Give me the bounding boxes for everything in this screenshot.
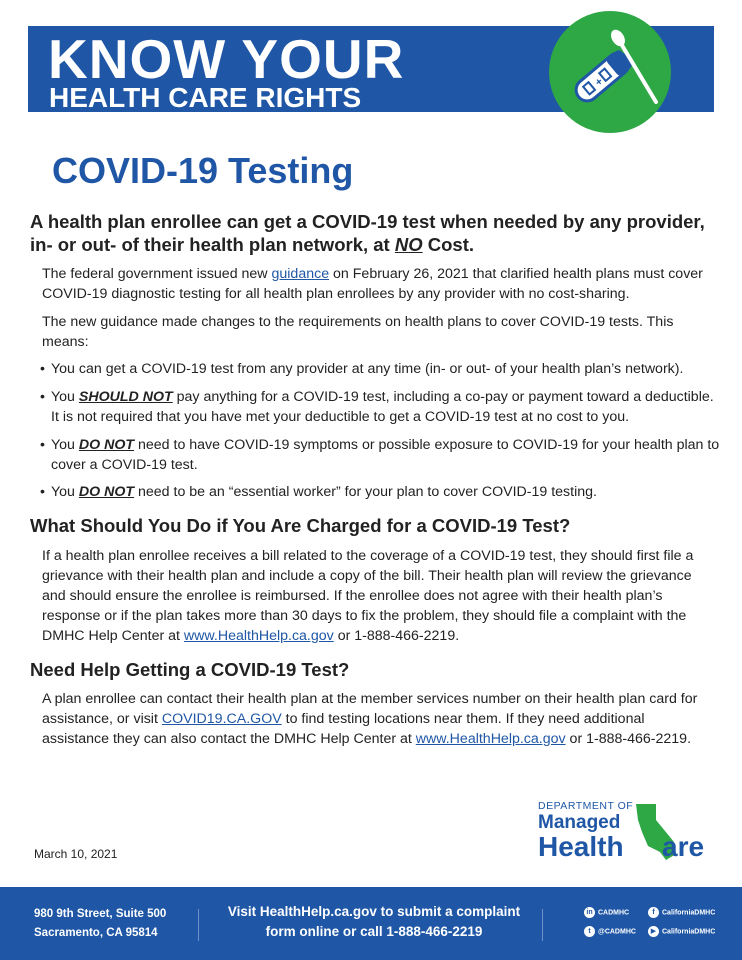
linkedin-icon: in [584, 907, 595, 918]
healthhelp-link[interactable]: www.HealthHelp.ca.gov [415, 731, 566, 747]
social-label: CaliforniaDMHC [662, 909, 716, 917]
logo-care-text: are [662, 831, 705, 862]
help-text-middle: to find testing locations near them. If they need additional assistance they can also contact the DMHC Help Center at [42, 711, 645, 747]
social-label: CADMHC [598, 909, 630, 917]
facebook-icon: f [648, 907, 659, 918]
bullet-text: You can get a COVID-19 test from any provider at any time (in- or out- of your health plan’s network). [51, 361, 684, 377]
footer-divider [198, 909, 199, 941]
banner-title-line1: KNOW YOUR [48, 28, 405, 90]
covid19-ca-gov-link[interactable]: COVID19.CA.GOV [161, 711, 282, 727]
twitter-icon: t [584, 926, 595, 937]
para1-text-end: on February 26, 2021 that clarified health plans must cover COVID-19 diagnostic testing for all health plan enrollees by any provider with no cost-sharing. [42, 266, 703, 302]
social-facebook[interactable] [648, 907, 715, 919]
logo-health-text: Health [538, 831, 624, 862]
logo-managed-text: Managed [538, 812, 621, 833]
guidance-link[interactable]: guidance [271, 266, 330, 282]
para1-text: The federal government issued new [42, 266, 272, 282]
bullet-dot: • [40, 389, 45, 405]
charged-text-end: or 1-888-466-2219. [333, 628, 460, 644]
bullet-text: You [51, 437, 79, 453]
help-text-end: or 1-888-466-2219. [565, 731, 692, 747]
social-youtube[interactable] [648, 926, 715, 938]
list-item [40, 482, 720, 502]
footer-bar [0, 887, 742, 960]
cta-line2: form online or call 1-888-466-2219 [265, 924, 483, 939]
social-linkedin[interactable] [584, 907, 629, 919]
address-line2: Sacramento, CA 95814 [34, 927, 158, 939]
social-label: @CADMHC [598, 928, 636, 936]
section-heading-help: Need Help Getting a COVID-19 Test? [30, 659, 350, 680]
dmhc-logo [530, 800, 720, 864]
lead-emphasis: NO [394, 234, 423, 255]
footer-address [34, 905, 166, 943]
bullet-emphasis: DO NOT [78, 437, 135, 453]
covid-test-swab-icon [548, 10, 672, 134]
charged-text: If a health plan enrollee receives a bill related to the coverage of a COVID-19 test, they should first file a grievance with their health plan and include a copy of the bill. Their health plan will review the grievance and should ensure the enrollee is reimbursed. If the enrollee does not agree with their health plan’s response or if the plan takes more than 30 days to fix the problem, they should file a complaint with the DMHC Help Center at [42, 548, 694, 644]
bullet-text-end: need to have COVID-19 symptoms or possible exposure to COVID-19 for your health plan to cover a COVID-19 test. [51, 437, 720, 473]
svg-text:+: + [592, 75, 606, 89]
social-twitter[interactable] [584, 926, 636, 938]
bullet-text: You [51, 389, 79, 405]
youtube-icon: ▶ [648, 926, 659, 937]
bullet-text: You [51, 484, 79, 500]
logo-department-text: DEPARTMENT OF [538, 800, 634, 812]
paragraph-changes: The new guidance made changes to the requirements on health plans to cover COVID-19 tests. This means: [42, 314, 674, 350]
lead-text-end: Cost. [422, 234, 475, 255]
bullet-emphasis: DO NOT [78, 484, 135, 500]
help-text: A plan enrollee can contact their health plan at the member services number on their health plan card for assistance, or visit [42, 691, 698, 727]
bullet-emphasis: SHOULD NOT [78, 389, 173, 405]
footer-divider [542, 909, 543, 941]
healthhelp-link[interactable]: www.HealthHelp.ca.gov [183, 628, 334, 644]
footer-social [584, 907, 724, 947]
paragraph-help [42, 689, 714, 749]
address-line1: 980 9th Street, Suite 500 [34, 908, 167, 920]
bullet-dot: • [40, 484, 45, 500]
footer-cta [214, 902, 534, 942]
bullet-text-end: pay anything for a COVID-19 test, including a co-pay or payment toward a deductible. It is not required that you have met your deductible to get a COVID-19 test at no cost to you. [51, 389, 714, 425]
paragraph-charged [42, 546, 714, 646]
lead-statement [30, 210, 720, 256]
list-item [40, 435, 720, 475]
list-item [40, 359, 720, 379]
paragraph-guidance [42, 264, 714, 304]
publish-date: March 10, 2021 [34, 847, 118, 861]
cta-line1[interactable]: Visit HealthHelp.ca.gov to submit a complaint [227, 904, 521, 919]
bullet-dot: • [40, 361, 45, 377]
banner-title-line2: HEALTH CARE RIGHTS [49, 82, 362, 112]
bullet-text-end: need to be an “essential worker” for your plan to cover COVID-19 testing. [134, 484, 597, 500]
lead-text: A health plan enrollee can get a COVID-19 test when needed by any provider, in- or out- of their health plan network, at [30, 211, 705, 255]
bullet-dot: • [40, 437, 45, 453]
social-label: CaliforniaDMHC [662, 928, 716, 936]
page-title: COVID-19 Testing [52, 150, 354, 191]
list-item [40, 387, 720, 427]
section-heading-charged: What Should You Do if You Are Charged for a COVID-19 Test? [30, 515, 571, 536]
